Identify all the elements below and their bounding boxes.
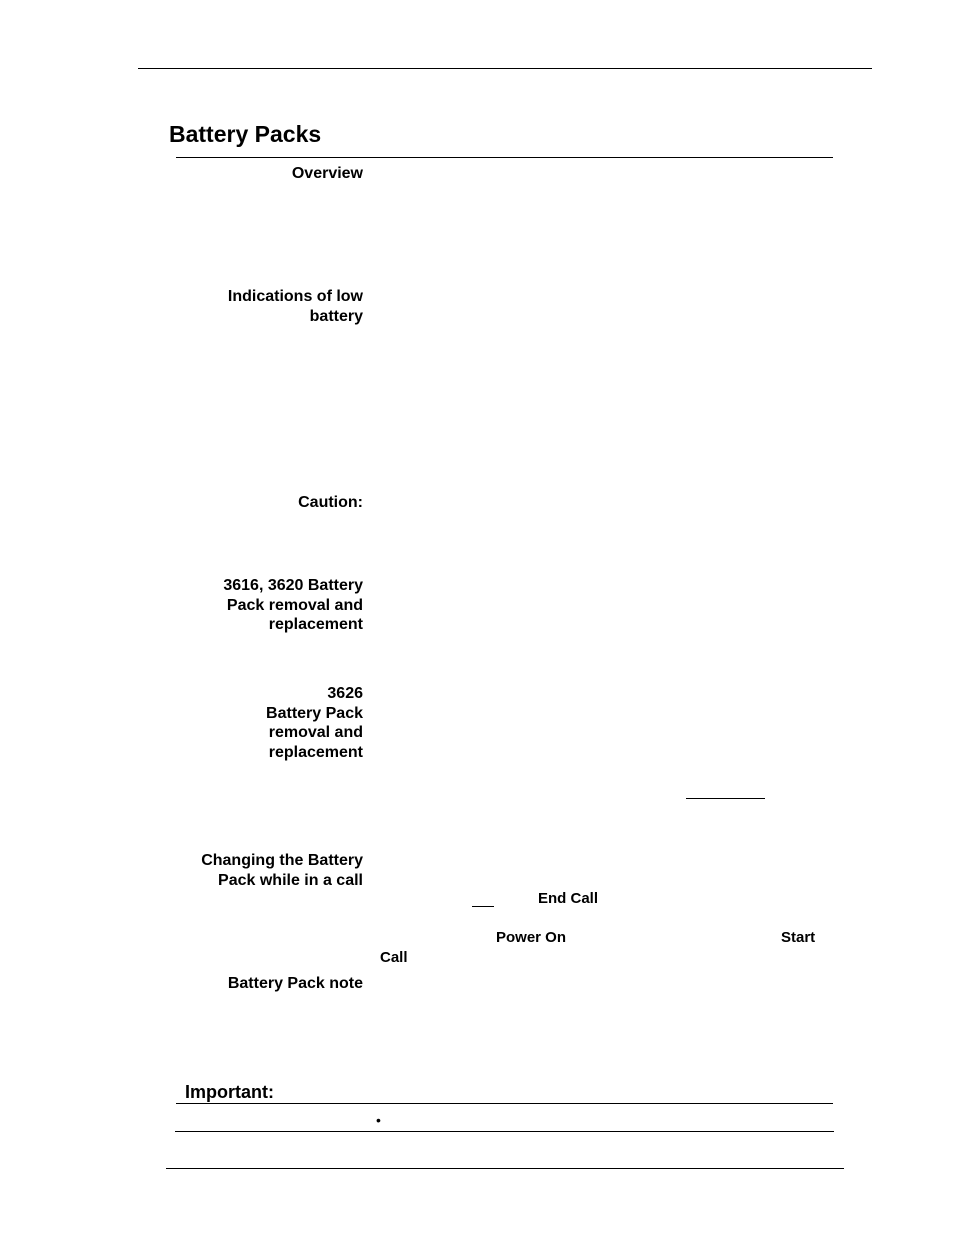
- start-term: Start: [781, 929, 816, 946]
- section-note: [163, 974, 363, 994]
- removal-3616-line1: 3616, 3620 Battery: [223, 577, 363, 594]
- changing-line1: Changing the Battery: [201, 852, 363, 869]
- section-removal-3626: [163, 684, 363, 762]
- removal-3626-line1: 3626: [327, 685, 363, 702]
- removal-3626-line2: Battery Pack: [266, 704, 363, 722]
- removal-3616-line2: Pack removal and: [226, 596, 363, 614]
- section-indications: [163, 287, 363, 326]
- important-label: Important:: [185, 1082, 274, 1102]
- call-term: Call: [380, 949, 408, 966]
- underline-mark: [686, 798, 765, 799]
- title-rule: [176, 157, 833, 158]
- header-rule: [138, 68, 872, 69]
- removal-3626-line3: removal and: [268, 724, 363, 741]
- indications-label-line1: Indications of low: [227, 288, 363, 305]
- overview-label: Overview: [291, 165, 363, 182]
- removal-3616-line3: replacement: [268, 616, 363, 633]
- power-on-term: Power On: [496, 929, 567, 946]
- page-title: Battery Packs: [169, 121, 322, 147]
- caution-label: Caution:: [298, 494, 363, 511]
- section-caution: [163, 493, 363, 513]
- indications-label-line2: battery: [309, 307, 363, 325]
- important-bottom-rule: [175, 1131, 834, 1132]
- note-label: Battery Pack note: [227, 975, 363, 992]
- footer-rule: [166, 1168, 844, 1169]
- section-removal-3616: [163, 576, 363, 635]
- section-changing: [163, 851, 363, 890]
- important-top-rule: [176, 1103, 833, 1104]
- removal-3626-line4: replacement: [268, 743, 363, 761]
- section-overview: [163, 164, 363, 184]
- underline-mark-small: [472, 906, 494, 907]
- end-call-term: End Call: [538, 890, 599, 907]
- changing-line2: Pack while in a call: [218, 871, 363, 889]
- important-bullet: •: [376, 1112, 381, 1128]
